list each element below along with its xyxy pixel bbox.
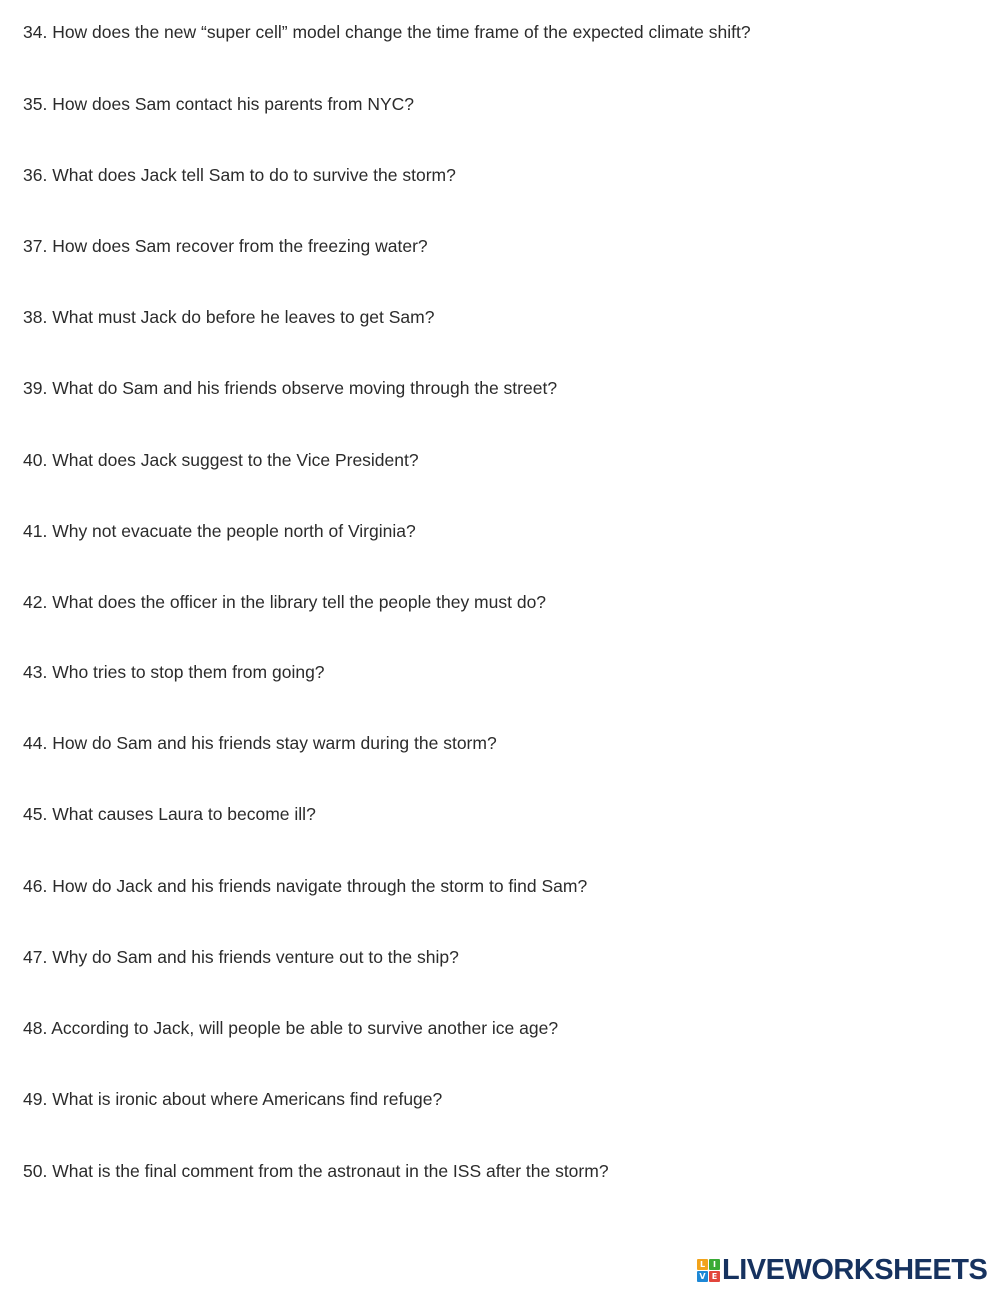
logo-cell-i: I <box>709 1259 720 1270</box>
question-34: 34. How does the new “super cell” model change the time frame of the expected climate shift? <box>23 22 751 42</box>
question-49: 49. What is ironic about where Americans find refuge? <box>23 1089 443 1109</box>
question-39: 39. What do Sam and his friends observe moving through the street? <box>23 378 558 398</box>
liveworksheets-logo-icon <box>697 1259 720 1282</box>
brand-wordmark: LIVEWORKSHEETS <box>722 1254 988 1286</box>
question-41: 41. Why not evacuate the people north of Virginia? <box>23 521 416 541</box>
question-38: 38. What must Jack do before he leaves to get Sam? <box>23 307 435 327</box>
question-35: 35. How does Sam contact his parents from NYC? <box>23 94 415 114</box>
liveworksheets-brand[interactable] <box>697 1255 987 1285</box>
logo-cell-v: V <box>697 1271 708 1282</box>
question-47: 47. Why do Sam and his friends venture out to the ship? <box>23 947 459 967</box>
question-40: 40. What does Jack suggest to the Vice President? <box>23 450 419 470</box>
question-43: 43. Who tries to stop them from going? <box>23 662 325 682</box>
logo-cell-e: E <box>709 1271 720 1282</box>
question-37: 37. How does Sam recover from the freezing water? <box>23 236 428 256</box>
question-48: 48. According to Jack, will people be able to survive another ice age? <box>23 1018 559 1038</box>
question-44: 44. How do Sam and his friends stay warm during the storm? <box>23 733 497 753</box>
question-36: 36. What does Jack tell Sam to do to survive the storm? <box>23 165 456 185</box>
question-46: 46. How do Jack and his friends navigate through the storm to find Sam? <box>23 876 588 896</box>
question-45: 45. What causes Laura to become ill? <box>23 804 316 824</box>
question-42: 42. What does the officer in the library tell the people they must do? <box>23 592 547 612</box>
logo-cell-l: L <box>697 1259 708 1270</box>
question-50: 50. What is the final comment from the astronaut in the ISS after the storm? <box>23 1161 609 1181</box>
